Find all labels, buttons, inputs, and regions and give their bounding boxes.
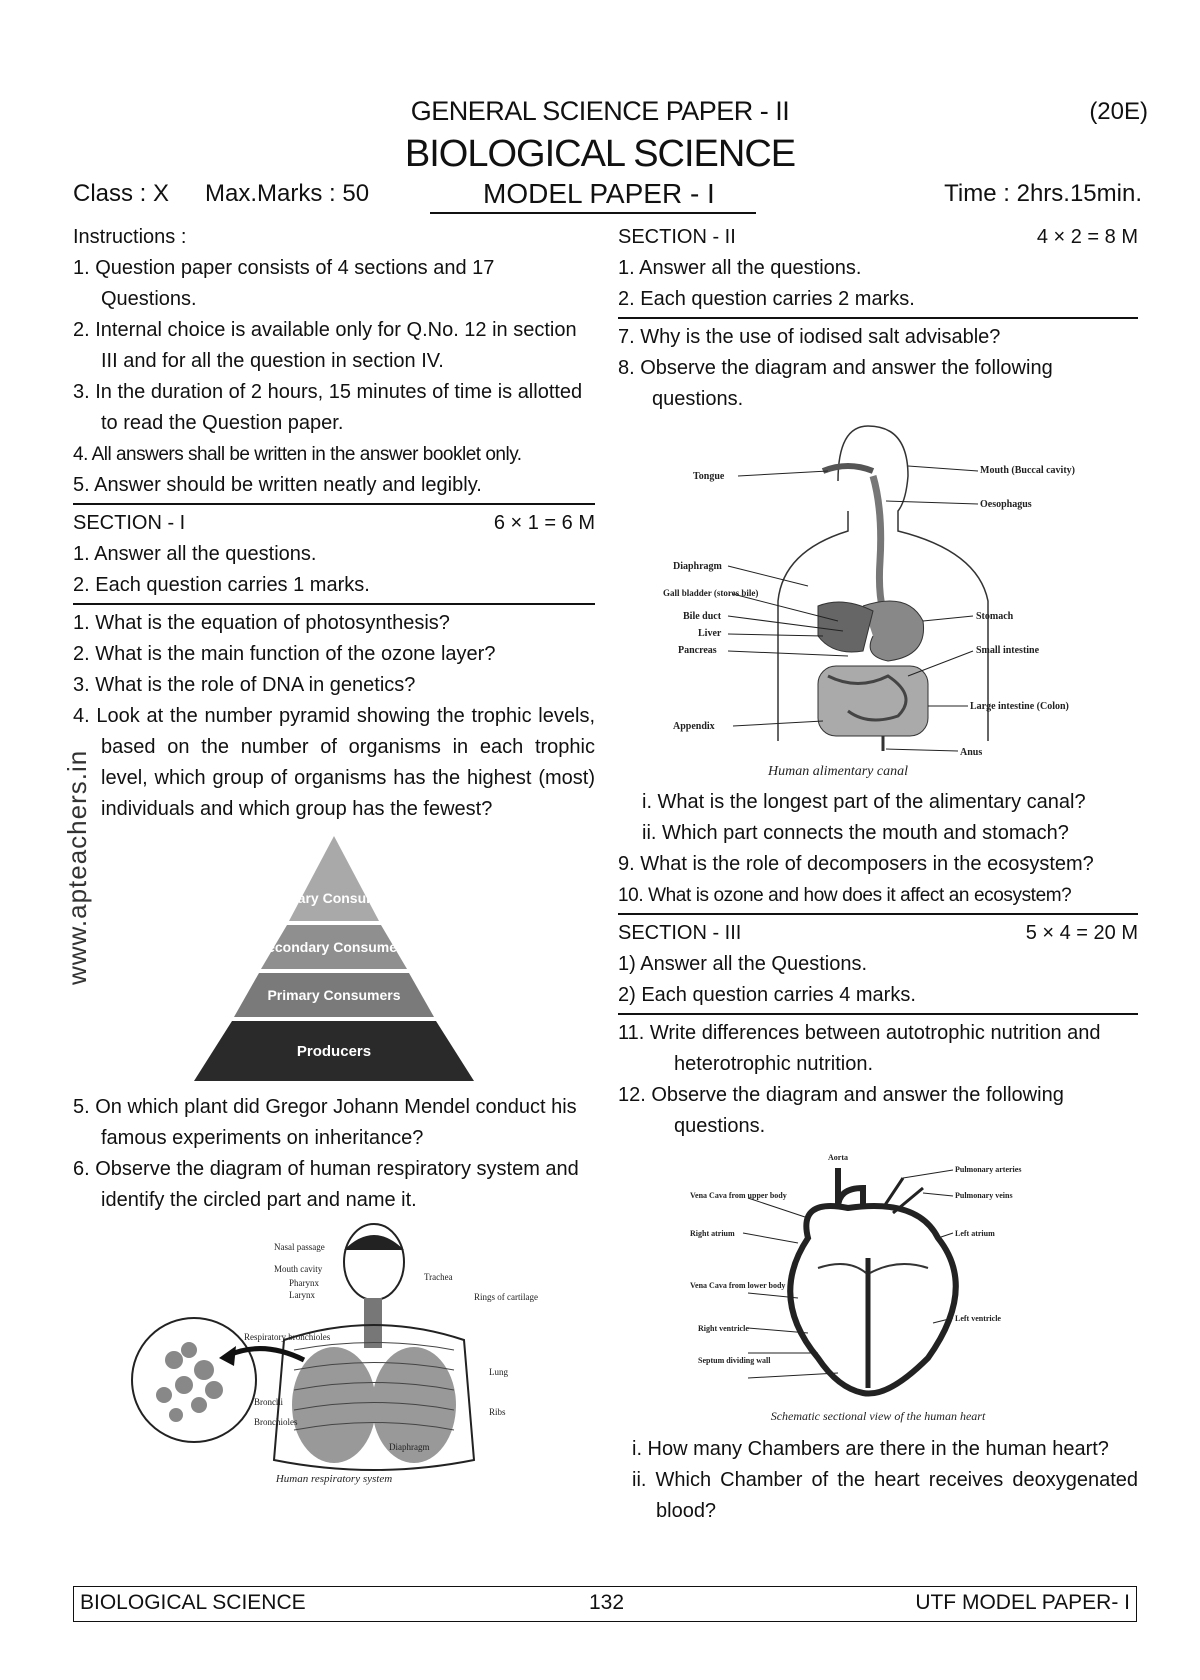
question-5: 5. On which plant did Gregor Johann Mendel conduct his famous experiments on inheritance?: [73, 1096, 577, 1149]
pyramid-tier-tertiary: [289, 836, 379, 921]
question-10: 10. What is ozone and how does it affect an ecosystem?: [618, 885, 1072, 906]
class-label: Class : X: [73, 180, 170, 207]
label-mouth-cavity: Mouth cavity: [274, 1264, 323, 1274]
question-2: 2. What is the main function of the ozone layer?: [73, 643, 496, 665]
watermark-text: www.apteachers.in: [62, 749, 92, 985]
label-large-intestine: Large intestine (Colon): [970, 701, 1069, 712]
label-diaphragm: Diaphragm: [389, 1442, 430, 1452]
bronchioles-cluster: [156, 1342, 223, 1422]
time-label: Time : 2hrs.15min.: [944, 180, 1142, 207]
section3-header: [618, 918, 1138, 949]
alimentary-canal-diagram: [658, 421, 1098, 781]
section1-note: 2. Each question carries 1 marks.: [73, 574, 370, 596]
label-pulmonary-veins: Pulmonary veins: [955, 1191, 1013, 1200]
question-3: 3. What is the role of DNA in genetics?: [73, 674, 416, 696]
trophic-pyramid: [184, 831, 484, 1086]
valves: [818, 1264, 928, 1273]
label-mouth: Mouth (Buccal cavity): [980, 465, 1075, 476]
label-appendix: Appendix: [673, 721, 715, 732]
instruction-item: 5. Answer should be written neatly and legibly.: [73, 474, 482, 496]
section3-note: 2) Each question carries 4 marks.: [618, 984, 916, 1006]
q12-sub-ii: ii. Which Chamber of the heart receives deoxygenated blood?: [632, 1469, 1138, 1522]
label-stomach: Stomach: [976, 611, 1014, 622]
aorta-shape: [838, 1168, 863, 1208]
q12-sub-i: i. How many Chambers are there in the human heart?: [632, 1438, 1109, 1460]
page-footer: [73, 1586, 1137, 1622]
label-pancreas: Pancreas: [678, 645, 717, 656]
label-ribs: Ribs: [489, 1407, 506, 1417]
left-column: [73, 222, 595, 1496]
respiratory-caption: Human respiratory system: [275, 1473, 393, 1485]
label-right-ventricle: Right ventricle: [698, 1324, 749, 1333]
label-respiratory-bronchioles: Respiratory bronchioles: [244, 1332, 331, 1342]
section1-title: SECTION - I: [73, 512, 186, 534]
label-nasal-passage: Nasal passage: [274, 1242, 325, 1252]
divider: [73, 603, 595, 605]
pyramid-label-producers: Producers: [296, 1043, 372, 1060]
label-tongue: Tongue: [693, 471, 725, 482]
label-anus: Anus: [960, 747, 983, 758]
title-underline: [430, 212, 756, 214]
label-septum: Septum dividing wall: [698, 1356, 771, 1365]
section2-note: 1. Answer all the questions.: [618, 257, 862, 279]
section2-note: 2. Each question carries 2 marks.: [618, 288, 915, 310]
divider: [618, 913, 1138, 915]
label-rings-of-cartilage: Rings of cartilage: [474, 1292, 538, 1302]
divider: [618, 317, 1138, 319]
label-aorta: Aorta: [828, 1153, 848, 1162]
section3-marks: 5 × 4 = 20 M: [1025, 922, 1138, 944]
question-7: 7. Why is the use of iodised salt advisable?: [618, 326, 1001, 348]
label-diaphragm: Diaphragm: [673, 561, 722, 572]
intestines-shape: [818, 666, 928, 736]
section2-title: SECTION - II: [618, 226, 736, 248]
circled-part: [132, 1318, 256, 1442]
label-left-atrium: Left atrium: [955, 1229, 995, 1238]
label-pulmonary-arteries: Pulmonary arteries: [955, 1165, 1022, 1174]
section1-note: 1. Answer all the questions.: [73, 543, 317, 565]
pyramid-label-secondary: Secondary Consumers: [257, 939, 411, 955]
label-small-intestine: Small intestine: [976, 645, 1040, 656]
pyramid-label-tertiary: Tertiary Consumers: [268, 890, 400, 906]
section2-header: [618, 222, 1138, 253]
footer-paper: UTF MODEL PAPER- I: [915, 1591, 1130, 1614]
max-marks: Max.Marks : 50: [205, 180, 370, 207]
arrow-head: [219, 1346, 236, 1366]
label-oesophagus: Oesophagus: [980, 499, 1032, 510]
label-left-ventricle: Left ventricle: [955, 1314, 1001, 1323]
label-vena-cava-upper: Vena Cava from upper body: [690, 1191, 787, 1200]
label-larynx: Larynx: [289, 1290, 315, 1300]
divider: [618, 1013, 1138, 1015]
label-bronchioles: Bronchioles: [254, 1417, 298, 1427]
instruction-item: 3. In the duration of 2 hours, 15 minutes of time is allotted to read the Question paper.: [73, 381, 583, 434]
question-1: 1. What is the equation of photosynthesis?: [73, 612, 450, 634]
label-liver: Liver: [698, 628, 722, 639]
trachea-shape: [364, 1298, 382, 1348]
label-bile-duct: Bile duct: [683, 611, 722, 622]
label-trachea: Trachea: [424, 1272, 453, 1282]
question-8: 8. Observe the diagram and answer the following questions.: [618, 357, 1053, 410]
divider: [73, 503, 595, 505]
question-6: 6. Observe the diagram of human respiratory system and identify the circled part and name it.: [73, 1158, 579, 1211]
paper-code: (20E): [1089, 98, 1148, 125]
instructions-title: Instructions :: [73, 226, 187, 248]
respiratory-system-diagram: [104, 1220, 564, 1490]
arrow-shaft: [229, 1349, 304, 1360]
q8-sub-ii: ii. Which part connects the mouth and stomach?: [642, 822, 1069, 844]
hair: [344, 1235, 404, 1250]
section3-title: SECTION - III: [618, 922, 742, 944]
instruction-item: 2. Internal choice is available only for Q.No. 12 in section III and for all the question in section IV.: [73, 319, 577, 372]
label-lung: Lung: [489, 1367, 508, 1377]
section3-note: 1) Answer all the Questions.: [618, 953, 868, 975]
heart-caption: Schematic sectional view of the human heart: [770, 1409, 986, 1423]
footer-subject: BIOLOGICAL SCIENCE: [80, 1591, 306, 1614]
tongue-shape: [823, 466, 873, 471]
question-11: 11. Write differences between autotrophic nutrition and heterotrophic nutrition.: [618, 1022, 1101, 1075]
model-paper-label: MODEL PAPER - I: [483, 178, 715, 209]
pyramid-label-primary: Primary Consumers: [267, 987, 401, 1003]
heart-outline: [790, 1206, 956, 1394]
page-number: 132: [589, 1591, 625, 1614]
instruction-item: 4. All answers shall be written in the answer booklet only.: [73, 444, 522, 465]
section1-marks: 6 × 1 = 6 M: [493, 512, 595, 534]
human-heart-diagram: [688, 1148, 1068, 1428]
q8-sub-i: i. What is the longest part of the alimentary canal?: [642, 791, 1086, 813]
label-gall-bladder: Gall bladder (stores bile): [663, 588, 759, 598]
paper-title: GENERAL SCIENCE PAPER - II: [410, 96, 790, 126]
section1-header: [73, 508, 595, 539]
section2-marks: 4 × 2 = 8 M: [1036, 226, 1138, 248]
alimentary-caption: Human alimentary canal: [768, 764, 908, 779]
right-column: [618, 222, 1138, 1527]
instruction-item: 1. Question paper consists of 4 sections and 17 Questions.: [73, 257, 495, 310]
label-pharynx: Pharynx: [289, 1278, 319, 1288]
question-12: 12. Observe the diagram and answer the following questions.: [618, 1084, 1064, 1137]
label-bronchi: Bronchi: [254, 1397, 283, 1407]
question-9: 9. What is the role of decomposers in the ecosystem?: [618, 853, 1094, 875]
oesophagus-shape: [873, 476, 883, 611]
subject-title: BIOLOGICAL SCIENCE: [404, 133, 796, 175]
label-vena-cava-lower: Vena Cava from lower body: [690, 1281, 786, 1290]
liver-shape: [818, 602, 873, 652]
question-4: 4. Look at the number pyramid showing the trophic levels, based on the number of organisms in each trophic level, which group of organisms has the highest (most) individuals and which group has the fewest?: [73, 705, 595, 820]
label-right-atrium: Right atrium: [690, 1229, 735, 1238]
